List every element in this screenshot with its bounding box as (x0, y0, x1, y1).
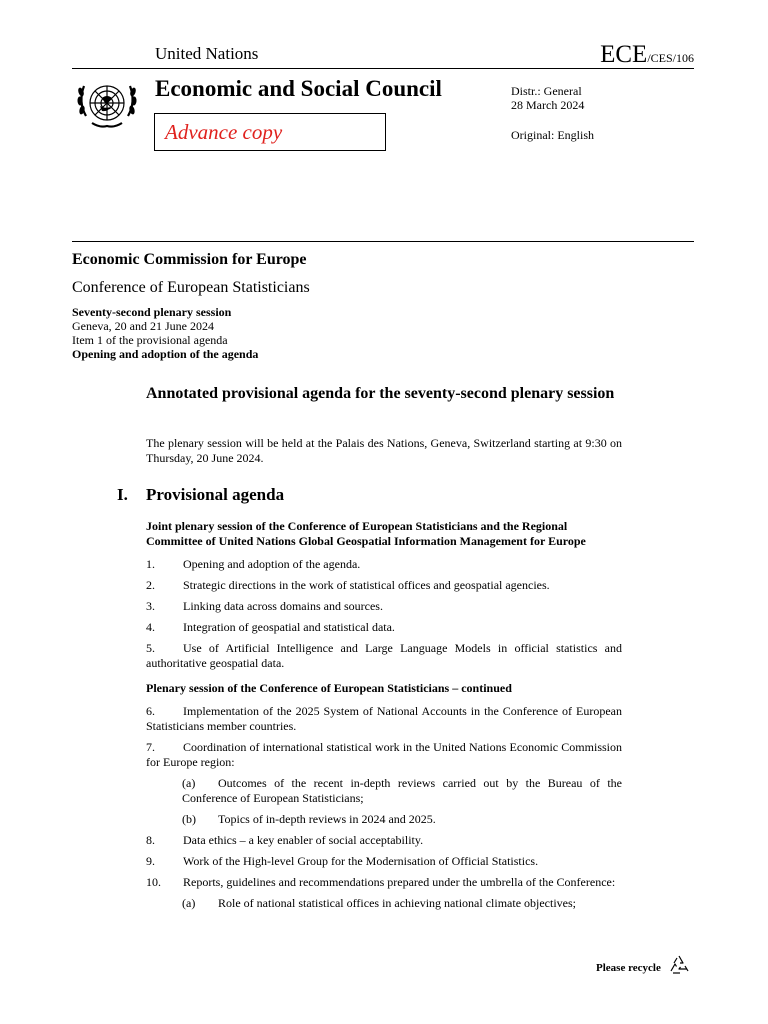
agenda-item-number: 9. (146, 854, 155, 868)
agenda-item (146, 833, 622, 848)
agenda-item-number: 4. (146, 620, 155, 634)
advance-copy-box (154, 113, 386, 151)
agenda-subitem-letter: (a) (182, 776, 196, 790)
agenda-item-number: 1. (146, 557, 155, 571)
recycle-icon (668, 954, 690, 976)
agenda-item-number: 2. (146, 578, 155, 592)
agenda-item-number: 5. (146, 641, 155, 655)
plenary-session-heading: Plenary session of the Conference of European Statisticians – continued (146, 681, 512, 695)
agenda-item (146, 599, 622, 614)
agenda-subitem-letter: (a) (182, 896, 196, 910)
agenda-subitem (182, 776, 622, 806)
agenda-item-text: Linking data across domains and sources. (183, 599, 383, 613)
agenda-item-text: Use of Artificial Intelligence and Large Language Models in official statistics and authoritative geospatial data. (146, 641, 622, 670)
distribution-block (511, 84, 584, 112)
agenda-item-number: 7. (146, 740, 155, 754)
agenda-item-number: 3. (146, 599, 155, 613)
distribution-label: Distr.: General (511, 84, 582, 98)
document-symbol-suffix: /CES/106 (647, 51, 694, 65)
agenda-item-text: Work of the High-level Group for the Modernisation of Official Statistics. (183, 854, 539, 868)
please-recycle-label: Please recycle (596, 962, 661, 974)
advance-copy-label: Advance copy (165, 120, 283, 144)
document-title: Annotated provisional agenda for the seventy-second plenary session (146, 385, 615, 402)
agenda-item (146, 740, 622, 770)
commission-name: Economic Commission for Europe (72, 251, 307, 268)
organization-name: United Nations (155, 44, 259, 63)
session-name: Seventy-second plenary session (72, 305, 232, 319)
agenda-item-text: Integration of geospatial and statistical data. (183, 620, 395, 634)
agenda-item-text: Reports, guidelines and recommendations prepared under the umbrella of the Conference: (183, 875, 616, 889)
agenda-item-text: Opening and adoption of the agenda. (183, 557, 361, 571)
session-info (72, 305, 258, 361)
conference-name: Conference of European Statisticians (72, 279, 310, 296)
agenda-item-number: 6. (146, 704, 155, 718)
agenda-item (146, 557, 622, 572)
agenda-item-reference: Item 1 of the provisional agenda (72, 333, 228, 347)
agenda-item-text: Implementation of the 2025 System of National Accounts in the Conference of European Statisticians member countries. (146, 704, 622, 733)
agenda-item (146, 875, 622, 890)
agenda-item (146, 620, 622, 635)
session-place-date: Geneva, 20 and 21 June 2024 (72, 319, 214, 333)
joint-session-heading: Joint plenary session of the Conference of European Statisticians and the Regional Committee of United Nations Global Geospatial Information Management for Europe (146, 519, 586, 548)
agenda-subitem-text: Role of national statistical offices in achieving national climate objectives; (218, 896, 577, 910)
section-number: I. (117, 485, 128, 504)
document-symbol (600, 41, 694, 69)
agenda-item-text: Data ethics – a key enabler of social acceptability. (183, 833, 424, 847)
council-name: Economic and Social Council (155, 76, 442, 101)
un-emblem-icon (72, 76, 142, 134)
agenda-item-title: Opening and adoption of the agenda (72, 347, 259, 361)
header-rule (72, 68, 694, 69)
agenda-item (146, 641, 622, 671)
agenda-subitem (182, 812, 622, 827)
agenda-item-text: Coordination of international statistical work in the United Nations Economic Commission for Europe region: (146, 740, 622, 769)
document-symbol-main: ECE (600, 41, 648, 68)
document-date: 28 March 2024 (511, 98, 585, 112)
agenda-item-number: 8. (146, 833, 155, 847)
agenda-item-text: Strategic directions in the work of statistical offices and geospatial agencies. (183, 578, 550, 592)
section-title: Provisional agenda (146, 485, 285, 504)
agenda-item (146, 854, 622, 869)
agenda-item-number: 10. (146, 875, 161, 889)
intro-paragraph: The plenary session will be held at the Palais des Nations, Geneva, Switzerland starting at 9:30 on Thursday, 20 June 2024. (146, 436, 622, 465)
original-language: Original: English (511, 128, 594, 142)
agenda-subitem (182, 896, 622, 911)
masthead-rule (72, 241, 694, 242)
agenda-item (146, 578, 622, 593)
agenda-body (146, 519, 622, 917)
agenda-subitem-text: Topics of in-depth reviews in 2024 and 2025. (218, 812, 436, 826)
agenda-subitem-text: Outcomes of the recent in-depth reviews carried out by the Bureau of the Conference of European Statisticians; (182, 776, 622, 805)
agenda-subitem-letter: (b) (182, 812, 196, 826)
agenda-item (146, 704, 622, 734)
